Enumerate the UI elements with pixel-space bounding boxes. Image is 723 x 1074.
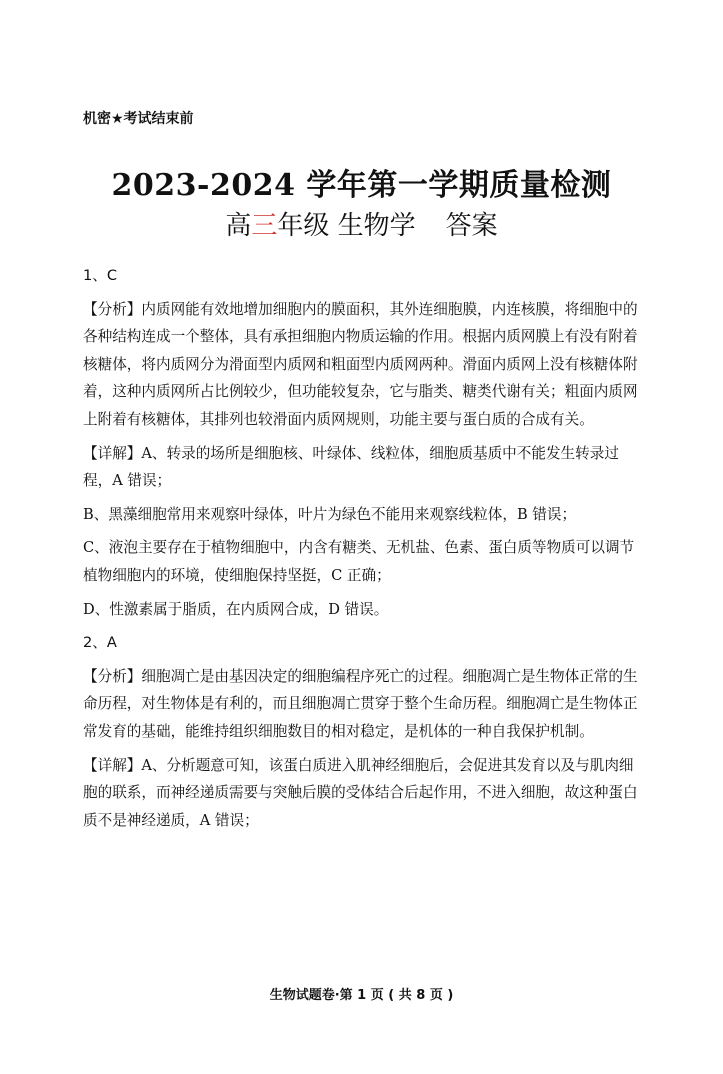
confidential-label: 机密★考试结束前 (83, 111, 194, 127)
question-1-option-c: C、液泡主要存在于植物细胞中，内含有糖类、无机盐、色素、蛋白质等物质可以调节植物细胞内的环境，使细胞保持坚挺，C 正确； (83, 539, 635, 584)
subtitle-subject: 生物学 (337, 211, 416, 241)
subtitle-grade-suffix: 年级 (277, 211, 330, 241)
question-2-detail-a: 【详解】A、分析题意可知，该蛋白质进入肌神经细胞后，会促进其发育以及与肌肉细胞的联系，而神经递质需要与突触后膜的受体结合后起作用，不进入细胞，故这种蛋白质不是神经递质，A 错误； (83, 756, 638, 829)
question-1-option-d: D、性激素属于脂质，在内质网合成，D 错误。 (83, 600, 389, 618)
subtitle-grade-number: 三 (251, 211, 278, 241)
answer-body (83, 262, 639, 840)
document-title: 2023-2024 学年第一学期质量检测 (111, 168, 612, 203)
subtitle-grade-prefix: 高 (225, 211, 252, 241)
question-2-analysis: 【分析】细胞凋亡是由基因决定的细胞编程序死亡的过程。细胞凋亡是生物体正常的生命历程，对生物体是有利的，而且细胞凋亡贯穿于整个生命历程。细胞凋亡是生物体正常发育的基础，能维持组织细胞数目的相对稳定，是机体的一种自我保护机制。 (83, 667, 638, 740)
subtitle-answer: 答案 (445, 211, 498, 241)
question-2-number: 2、A (83, 634, 117, 652)
question-1-option-b: B、黑藻细胞常用来观察叶绿体，叶片为绿色不能用来观察线粒体，B 错误； (83, 505, 577, 523)
page-footer: 生物试题卷·第 1 页 ( 共 8 页 ) (269, 988, 454, 1003)
question-1-detail-a: 【详解】A、转录的场所是细胞核、叶绿体、线粒体，细胞质基质中不能发生转录过程，A 错误； (83, 444, 619, 490)
document-subtitle (0, 205, 723, 242)
question-1-number: 1、C (83, 267, 118, 284)
question-1-analysis: 【分析】内质网能有效地增加细胞内的膜面积，其外连细胞膜，内连核膜，将细胞中的各种结构连成一个整体，具有承担细胞内物质运输的作用。根据内质网膜上有没有附着核糖体，将内质网分为滑面型内质网和粗面型内质网两种。滑面内质网上没有核糖体附着，这种内质网所占比例较少，但功能较复杂，它与脂类、糖类代谢有关；粗面内质网上附着有核糖体，其排列也较滑面内质网规则，功能主要与蛋白质的合成有关。 (83, 300, 638, 428)
